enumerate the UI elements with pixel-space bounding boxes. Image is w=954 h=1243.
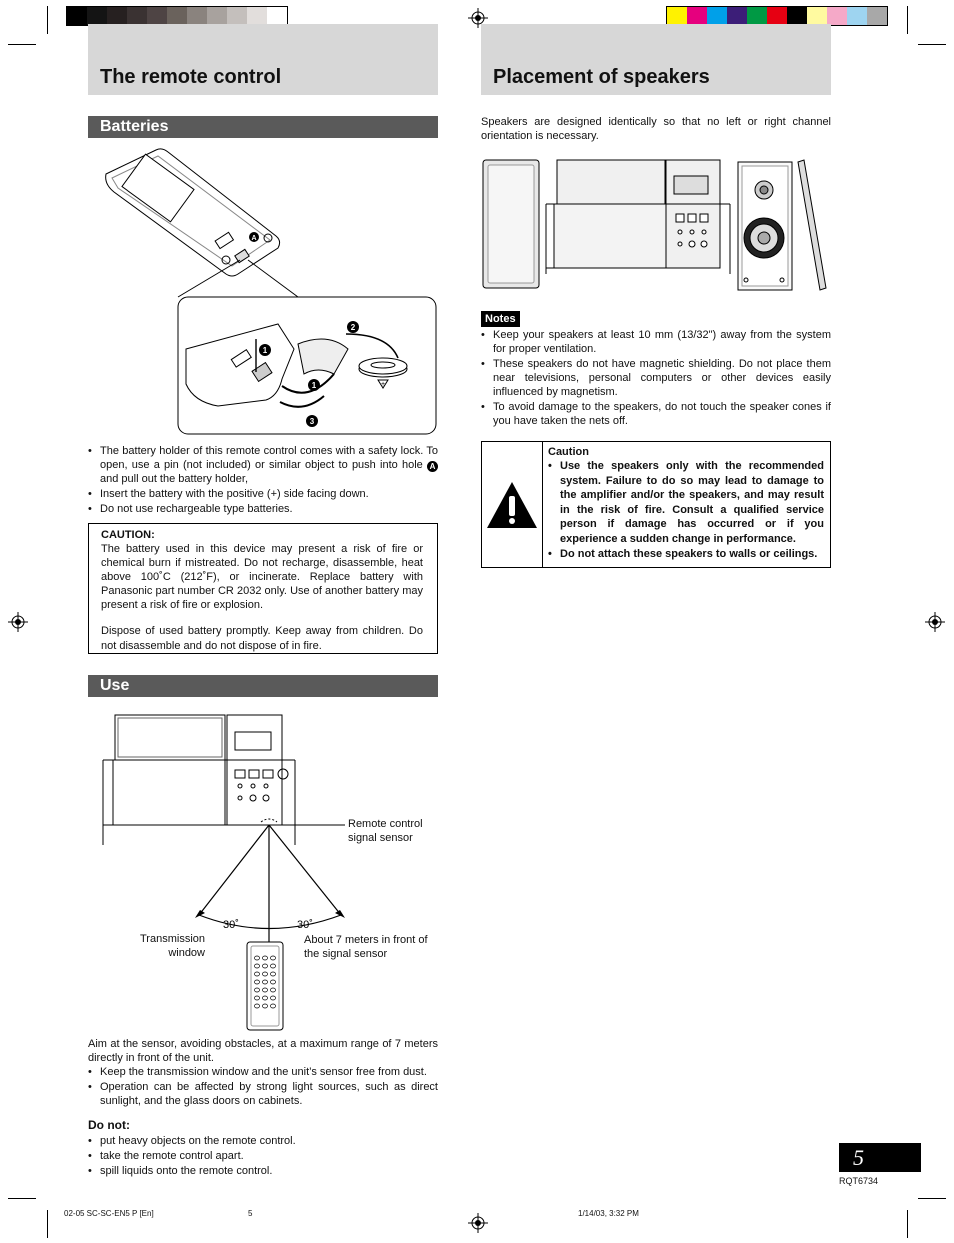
gray-swatch: [107, 7, 127, 25]
transmission-window-label: Transmission window: [140, 933, 205, 960]
gray-swatch: [267, 7, 287, 25]
speakers-figure: [480, 156, 832, 296]
section-heading-batteries: Batteries: [88, 116, 438, 138]
caution-paragraph: The battery used in this device may present a risk of fire or chemical burn if mistreated. Do not recharge, disassemble, heat above 100˚C (212˚F), or incinerate. Replace battery with Panasonic part number CR 2032 only. Use of another battery may present a risk of fire or explosion.: [101, 543, 423, 612]
caution-list: [548, 459, 824, 561]
list-item: • Keep your speakers at least 10 mm (13/32") away from the system for proper ventilation.: [481, 328, 831, 356]
figure-label-step-1a: 1: [262, 346, 268, 355]
svg-text:+: +: [380, 381, 386, 388]
grayscale-bar: [66, 6, 288, 26]
battery-caution-box: [88, 523, 438, 654]
list-item: • The battery holder of this remote control comes with a safety lock. To open, use a pin (not included) or similar object to push into hole A and pull out the battery holder,: [88, 444, 438, 486]
remote-back-illustration: [106, 149, 280, 276]
figure-label-step-2: 2: [350, 323, 356, 332]
color-swatch: [867, 7, 887, 25]
page-title-remote-control: The remote control: [100, 66, 282, 89]
list-item: • These speakers do not have magnetic shielding. Do not place them near televisions, personal computers or other devices easily influenced by magnetism.: [481, 357, 831, 399]
speaker-notes-list: [481, 328, 831, 430]
figure-label-step-1b: 1: [311, 381, 317, 390]
color-swatch: [807, 7, 827, 25]
list-item: • Do not use rechargeable type batteries.: [88, 502, 438, 516]
battery-figure: [98, 144, 443, 440]
footer-page-small: 5: [248, 1209, 253, 1218]
caution-paragraph: Dispose of used battery promptly. Keep away from children. Do not disassemble and do not dispose of in fire.: [101, 625, 423, 652]
gray-swatch: [167, 7, 187, 25]
gray-swatch: [147, 7, 167, 25]
do-not-list: [88, 1134, 438, 1179]
list-item: • take the remote control apart.: [88, 1149, 438, 1163]
list-item: • Insert the battery with the positive (+) side facing down.: [88, 487, 438, 501]
color-swatch: [827, 7, 847, 25]
caution-label: Caution: [548, 446, 589, 458]
title-bar-speakers: [481, 24, 831, 95]
color-swatch: [727, 7, 747, 25]
list-item: • To avoid damage to the speakers, do not touch the speaker cones if you have taken the nets off.: [481, 400, 831, 428]
page-title-placement: Placement of speakers: [493, 66, 710, 89]
sensor-label: Remote control signal sensor: [348, 818, 423, 845]
registration-mark-icon: [468, 1213, 488, 1233]
notes-tag: Notes: [481, 311, 520, 327]
aim-paragraph: Aim at the sensor, avoiding obstacles, at a maximum range of 7 meters directly in front of the unit.: [88, 1038, 438, 1065]
figure-label-a: A: [251, 235, 257, 242]
doc-code: RQT6734: [839, 1176, 879, 1186]
speakers-intro: Speakers are designed identically so that no left or right channel orientation is necessary.: [481, 116, 831, 143]
warning-triangle-cell: [482, 442, 543, 567]
gray-swatch: [127, 7, 147, 25]
caution-label: CAUTION:: [101, 529, 155, 541]
gray-swatch: [247, 7, 267, 25]
footer-timestamp: 1/14/03, 3:32 PM: [578, 1209, 639, 1218]
list-item: • Use the speakers only with the recommended system. Failure to do so may lead to damage to the amplifier and/or the speakers, and may result in the risk of fire. Consult a qualified service person if damage has occurred or if you experience a sudden change in performance.: [548, 459, 824, 546]
list-item: • Do not attach these speakers to walls or ceilings.: [548, 547, 824, 561]
speaker-caution-box: [481, 441, 831, 568]
speaker-net-illustration: [798, 160, 826, 290]
range-label: About 7 meters in front of the signal sensor: [304, 934, 428, 961]
gray-swatch: [187, 7, 207, 25]
angle-right-label: 30˚: [297, 919, 313, 931]
figure-label-step-3: 3: [309, 417, 315, 426]
do-not-heading: Do not:: [88, 1118, 130, 1132]
angle-left-label: 30˚: [223, 919, 239, 931]
use-range-figure: [95, 710, 445, 1035]
gray-swatch: [227, 7, 247, 25]
color-swatch: [847, 7, 867, 25]
registration-mark-icon: [8, 612, 28, 632]
color-swatch: [767, 7, 787, 25]
footer-file-name: 02-05 SC-SC-EN5 P [En]: [64, 1209, 154, 1218]
page-number: 5: [853, 1145, 864, 1170]
color-bar: [666, 6, 888, 26]
list-item: • spill liquids onto the remote control.: [88, 1164, 438, 1178]
remote-front-illustration: [247, 942, 283, 1030]
page-number-box: [839, 1143, 921, 1172]
color-swatch: [747, 7, 767, 25]
color-swatch: [687, 7, 707, 25]
use-bullet-list: [88, 1065, 438, 1109]
hole-a-marker-icon: A: [427, 461, 438, 472]
list-item: • Operation can be affected by strong light sources, such as direct sunlight, and the glass doors on cabinets.: [88, 1080, 438, 1108]
color-swatch: [787, 7, 807, 25]
gray-swatch: [207, 7, 227, 25]
gray-swatch: [67, 7, 87, 25]
gray-swatch: [87, 7, 107, 25]
batteries-bullet-list: [88, 444, 438, 517]
list-item: • Keep the transmission window and the unit’s sensor free from dust.: [88, 1065, 438, 1079]
title-bar-remote: [88, 24, 438, 95]
right-speaker-illustration: [738, 162, 792, 290]
color-swatch: [667, 7, 687, 25]
warning-triangle-icon: [485, 480, 539, 530]
registration-mark-icon: [925, 612, 945, 632]
list-item: • put heavy objects on the remote control.: [88, 1134, 438, 1148]
color-swatch: [707, 7, 727, 25]
stereo-unit-illustration: [103, 715, 295, 845]
main-unit-illustration: [546, 160, 730, 274]
section-heading-use: Use: [88, 675, 438, 697]
